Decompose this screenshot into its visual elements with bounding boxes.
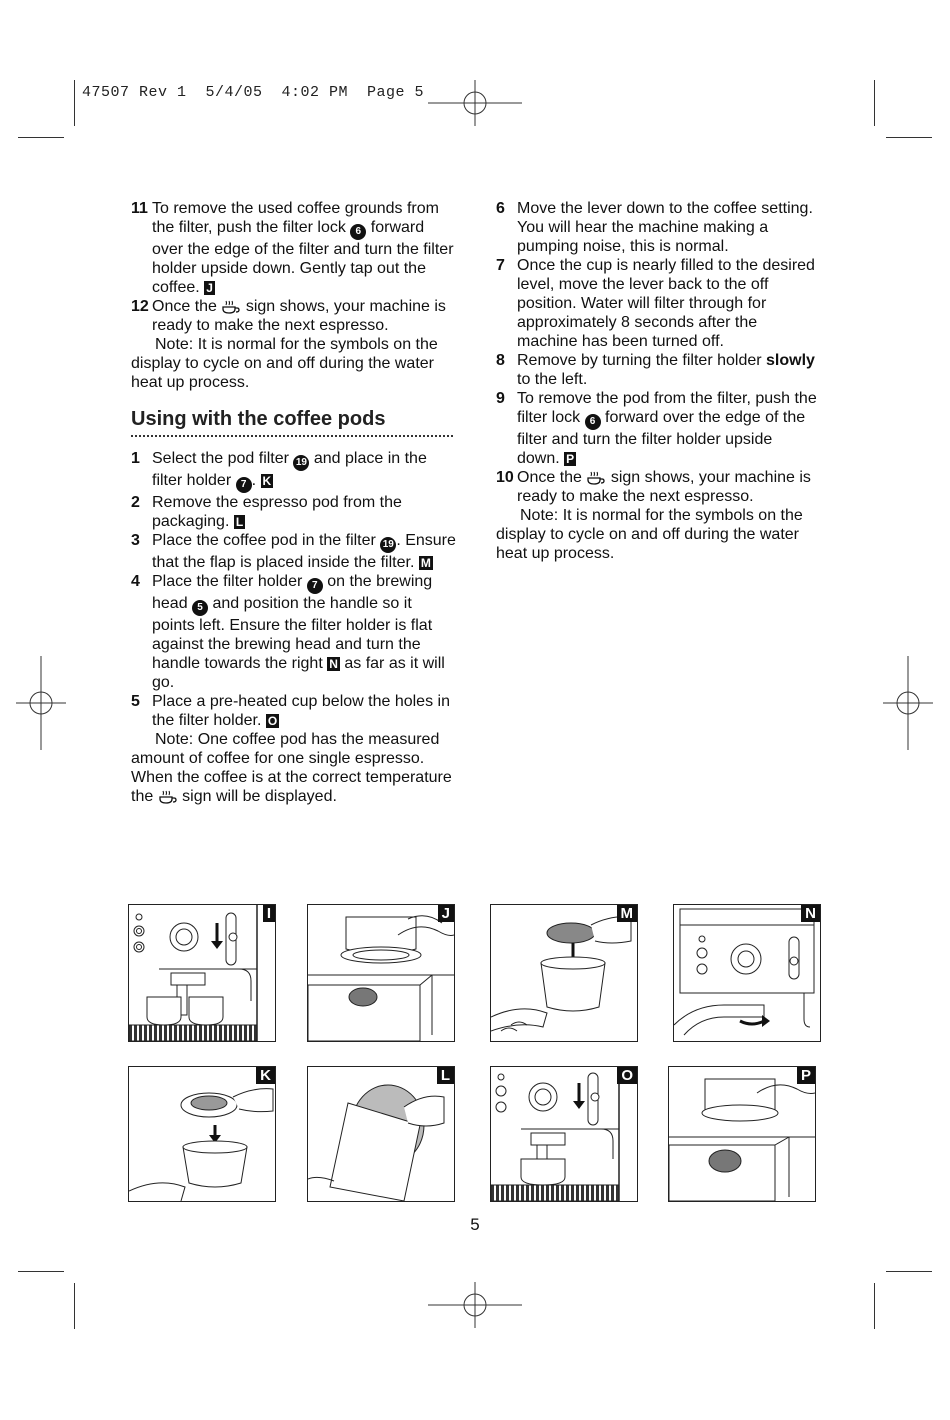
pod-packaging-illustration [308,1067,454,1201]
step-1: 1 Select the pod filter 19 and place in the filter holder 7 . K [131,449,456,493]
note: Note: It is normal for the symbols on the display to cycle on and off during the water heat up process. [496,507,803,562]
step-8: 8 Remove by turning the filter holder slowly to the left. [496,352,815,388]
filter-holder-twist-illustration [674,905,820,1041]
print-slug: 47507 Rev 1 5/4/05 4:02 PM Page 5 [82,84,425,101]
crop-mark [74,80,75,126]
section-title: Using with the coffee pods [131,408,386,430]
step-12: 12 Once the sign shows, your machine is ready to make the next espresso. [131,298,446,334]
figure-panel-n [673,904,821,1042]
pod-removal-illustration [669,1067,815,1201]
step-9: 9 To remove the pod from the filter, push the filter lock 6 forward over the edge of the filter and turn the filter holder upside down. P [496,390,817,467]
figure-label: K [256,1067,275,1084]
cup-under-filter-illustration [491,1067,637,1201]
figure-ref: J [206,281,213,295]
left-column [131,199,456,806]
figure-label: I [263,905,275,922]
pod-insert-illustration [491,905,637,1041]
figure-panel-m [490,904,638,1042]
crop-mark [74,1283,75,1329]
step-7: 7 Once the cup is nearly filled to the desired level, move the lever back to the off position. Water will filter through for approximately 8 seconds after the machine has been turned off. [496,257,815,350]
step-6: 6 Move the lever down to the coffee setting. You will hear the machine making a pumping noise, this is normal. [496,200,813,255]
figure-label: L [437,1067,454,1084]
dotted-divider [131,435,453,437]
crop-mark [886,1271,932,1272]
figure-panel-k [128,1066,276,1202]
figure-ref: L [235,515,244,529]
right-column [496,199,818,563]
note: Note: It is normal for the symbols on the display to cycle on and off during the water heat up process. [131,336,438,391]
part-bullet: 19 [293,455,309,471]
figure-label: O [617,1067,637,1084]
espresso-machine-illustration [129,905,275,1041]
step-3: 3 Place the coffee pod in the filter 19 . Ensure that the flap is placed inside the filter. M [131,532,456,571]
registration-mark-icon [428,1280,522,1330]
step-2: 2 Remove the espresso pod from the packaging. L [131,494,402,530]
filter-holder-tap-illustration [308,905,454,1041]
crop-mark [874,1283,875,1329]
figure-ref: N [329,657,338,671]
part-bullet: 19 [380,537,396,553]
figure-ref: O [267,714,278,728]
registration-mark-icon [16,656,66,750]
part-bullet: 7 [307,578,323,594]
figure-panel-j [307,904,455,1042]
figure-panel-l [307,1066,455,1202]
part-bullet: 7 [236,477,252,493]
page-number: 5 [470,1215,480,1234]
crop-mark [874,80,875,126]
figure-label: N [801,905,820,922]
figure-ref: P [566,452,575,466]
crop-mark [886,137,932,138]
registration-mark-icon [883,656,933,750]
figure-panel-p [668,1066,816,1202]
step-10: 10 Once the sign shows, your machine is ready to make the next espresso. [496,469,811,505]
figure-panel-i [128,904,276,1042]
part-bullet: 5 [192,600,208,616]
pod-filter-in-holder-illustration [129,1067,275,1201]
figure-ref: M [420,556,431,570]
figure-ref: K [262,474,272,488]
cup-icon [158,790,178,804]
crop-mark [18,1271,64,1272]
figure-label: P [797,1067,815,1084]
cup-icon [586,471,606,485]
note: Note: One coffee pod has the measured amount of coffee for one single espresso. When the coffee is at the correct temperature the sign will be displayed. [131,731,452,805]
step-11: 11 To remove the used coffee grounds from the filter, push the filter lock 6 forward over the edge of the filter and turn the filter holder upside down. Gently tap out the coffee. J [131,200,454,296]
part-bullet: 6 [350,224,366,240]
figure-label: J [438,905,454,922]
step-5: 5 Place a pre-heated cup below the holes in the filter holder. O [131,693,450,729]
figure-panel-o [490,1066,638,1202]
step-4: 4 Place the filter holder 7 on the brewing head 5 and position the handle so it points left. Ensure the filter holder is flat against the brewing head and turn the handle towards the right N as far as it will go. [131,573,445,691]
cup-icon [221,300,241,314]
crop-mark [18,137,64,138]
figure-label: M [617,905,638,922]
part-bullet: 6 [585,414,601,430]
registration-mark-icon [428,78,522,128]
